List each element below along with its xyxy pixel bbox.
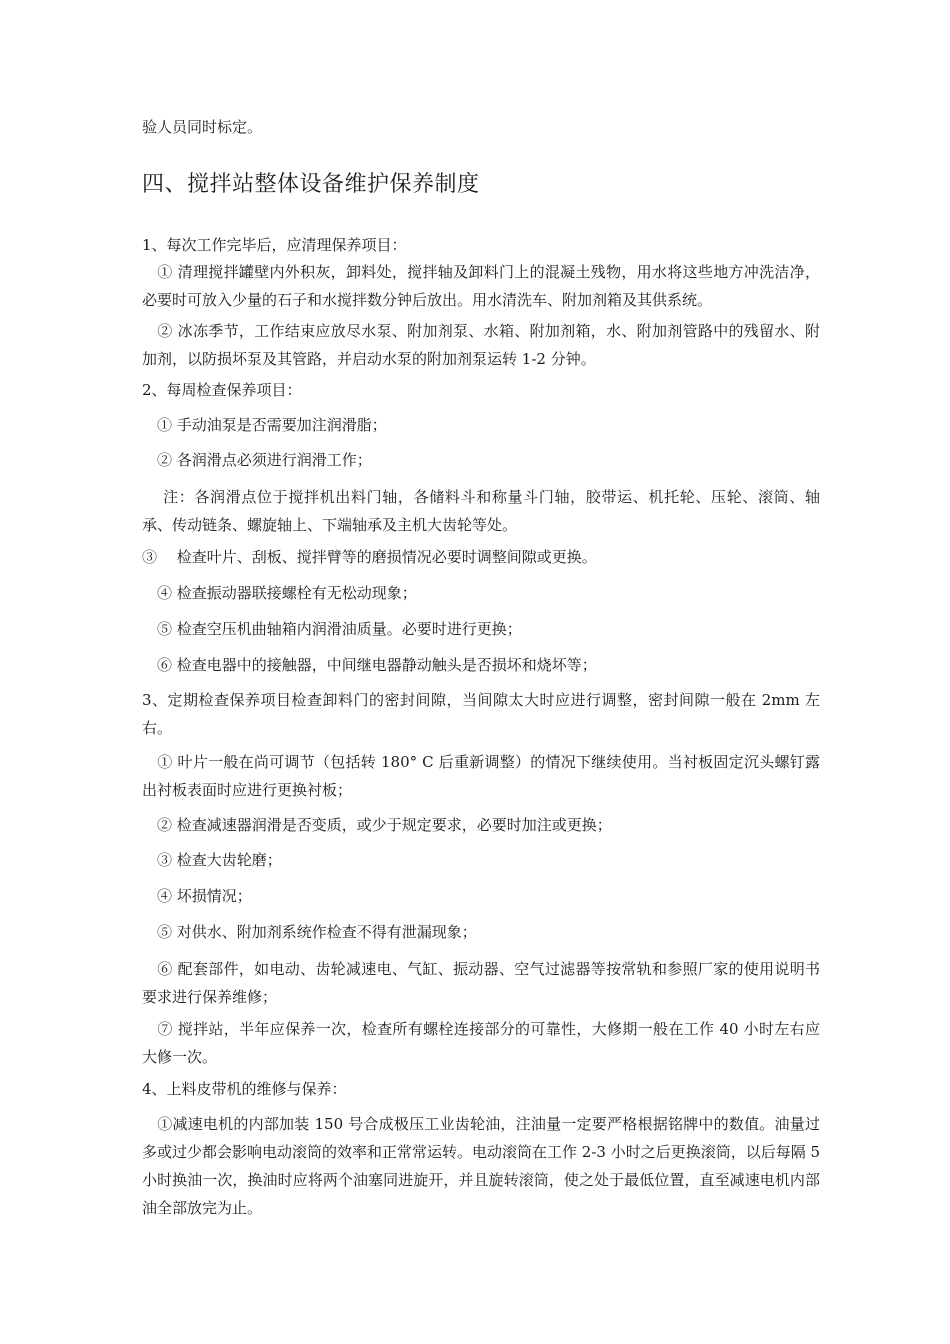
paragraph-2-item-5: ⑤ 检查空压机曲轴箱内润滑油质量。必要时进行更换； — [142, 620, 522, 638]
paragraph-4-heading: 4、上料皮带机的维修与保养： — [142, 1080, 347, 1098]
paragraph-2-item-4: ④ 检查振动器联接螺栓有无松动现象； — [142, 584, 417, 602]
paragraph-2-item-2: ② 各润滑点必须进行润滑工作； — [142, 451, 372, 469]
paragraph-1-heading: 1、每次工作完毕后，应清理保养项目： — [142, 236, 407, 254]
paragraph-3-item-3: ③ 检查大齿轮磨； — [142, 851, 282, 869]
paragraph-3-item-1: ① 叶片一般在尚可调节（包括转 180° C 后重新调整）的情况下继续使用。当衬板固定沉头螺钉露出衬板表面时应进行更换衬板； — [142, 753, 820, 799]
paragraph-1-item-2: ② 冰冻季节，工作结束应放尽水泵、附加剂泵、水箱、附加剂箱，水、附加剂管路中的残留水、附加剂，以防损坏泵及其管路，并启动水泵的附加剂泵运转 1-2 分钟。 — [142, 322, 820, 368]
paragraph-3-item-7: ⑦ 搅拌站，半年应保养一次，检查所有螺栓连接部分的可靠性，大修期一般在工作 40 小时左右应大修一次。 — [142, 1020, 820, 1066]
paragraph-3-item-2: ② 检查减速器润滑是否变质，或少于规定要求，必要时加注或更换； — [142, 816, 612, 834]
paragraph-3-heading: 3、定期检查保养项目检查卸料门的密封间隙，当间隙太大时应进行调整，密封间隙一般在 2mm 左右。 — [142, 691, 820, 737]
paragraph-2-note: 注：各润滑点位于搅拌机出料门轴，各储料斗和称量斗门轴，胶带运、机托轮、压轮、滚筒、轴承、传动链条、螺旋轴上、下端轴承及主机大齿轮等处。 — [142, 488, 820, 534]
paragraph-3-item-6: ⑥ 配套部件，如电动、齿轮减速电、气缸、振动器、空气过滤器等按常轨和参照厂家的使用说明书要求进行保养维修； — [142, 960, 820, 1006]
paragraph-2-item-6: ⑥ 检查电器中的接触器，中间继电器静动触头是否损坏和烧坏等； — [142, 656, 597, 674]
paragraph-2-item-1: ① 手动油泵是否需要加注润滑脂； — [142, 416, 387, 434]
continued-line: 验人员同时标定。 — [142, 118, 263, 136]
paragraph-3-item-5: ⑤ 对供水、附加剂系统作检查不得有泄漏现象； — [142, 923, 477, 941]
paragraph-4-item-1: ①减速电机的内部加装 150 号合成极压工业齿轮油，注油量一定要严格根据铭牌中的数值。油量过多或过少都会影响电动滚筒的效率和正常常运转。电动滚筒在工作 2-3 小时之后更换滚筒，以后每隔 5 小时换油一次，换油时应将两个油塞同进旋开，并且旋转滚筒，使之处于最低位置，直至减速电机内部油全部放完为止。 — [142, 1115, 821, 1217]
section-title: 四、搅拌站整体设备维护保养制度 — [142, 172, 480, 197]
paragraph-2-item-3: ③ 检查叶片、刮板、搅拌臂等的磨损情况必要时调整间隙或更换。 — [142, 548, 597, 566]
paragraph-2-heading: 2、每周检查保养项目： — [142, 381, 302, 399]
paragraph-1-item-1: ① 清理搅拌罐壁内外积灰，卸料处，搅拌轴及卸料门上的混凝土残物，用水将这些地方冲洗洁净，必要时可放入少量的石子和水搅拌数分钟后放出。用水清洗车、附加剂箱及其供系统。 — [142, 263, 820, 309]
paragraph-3-item-4: ④ 坏损情况； — [142, 887, 252, 905]
